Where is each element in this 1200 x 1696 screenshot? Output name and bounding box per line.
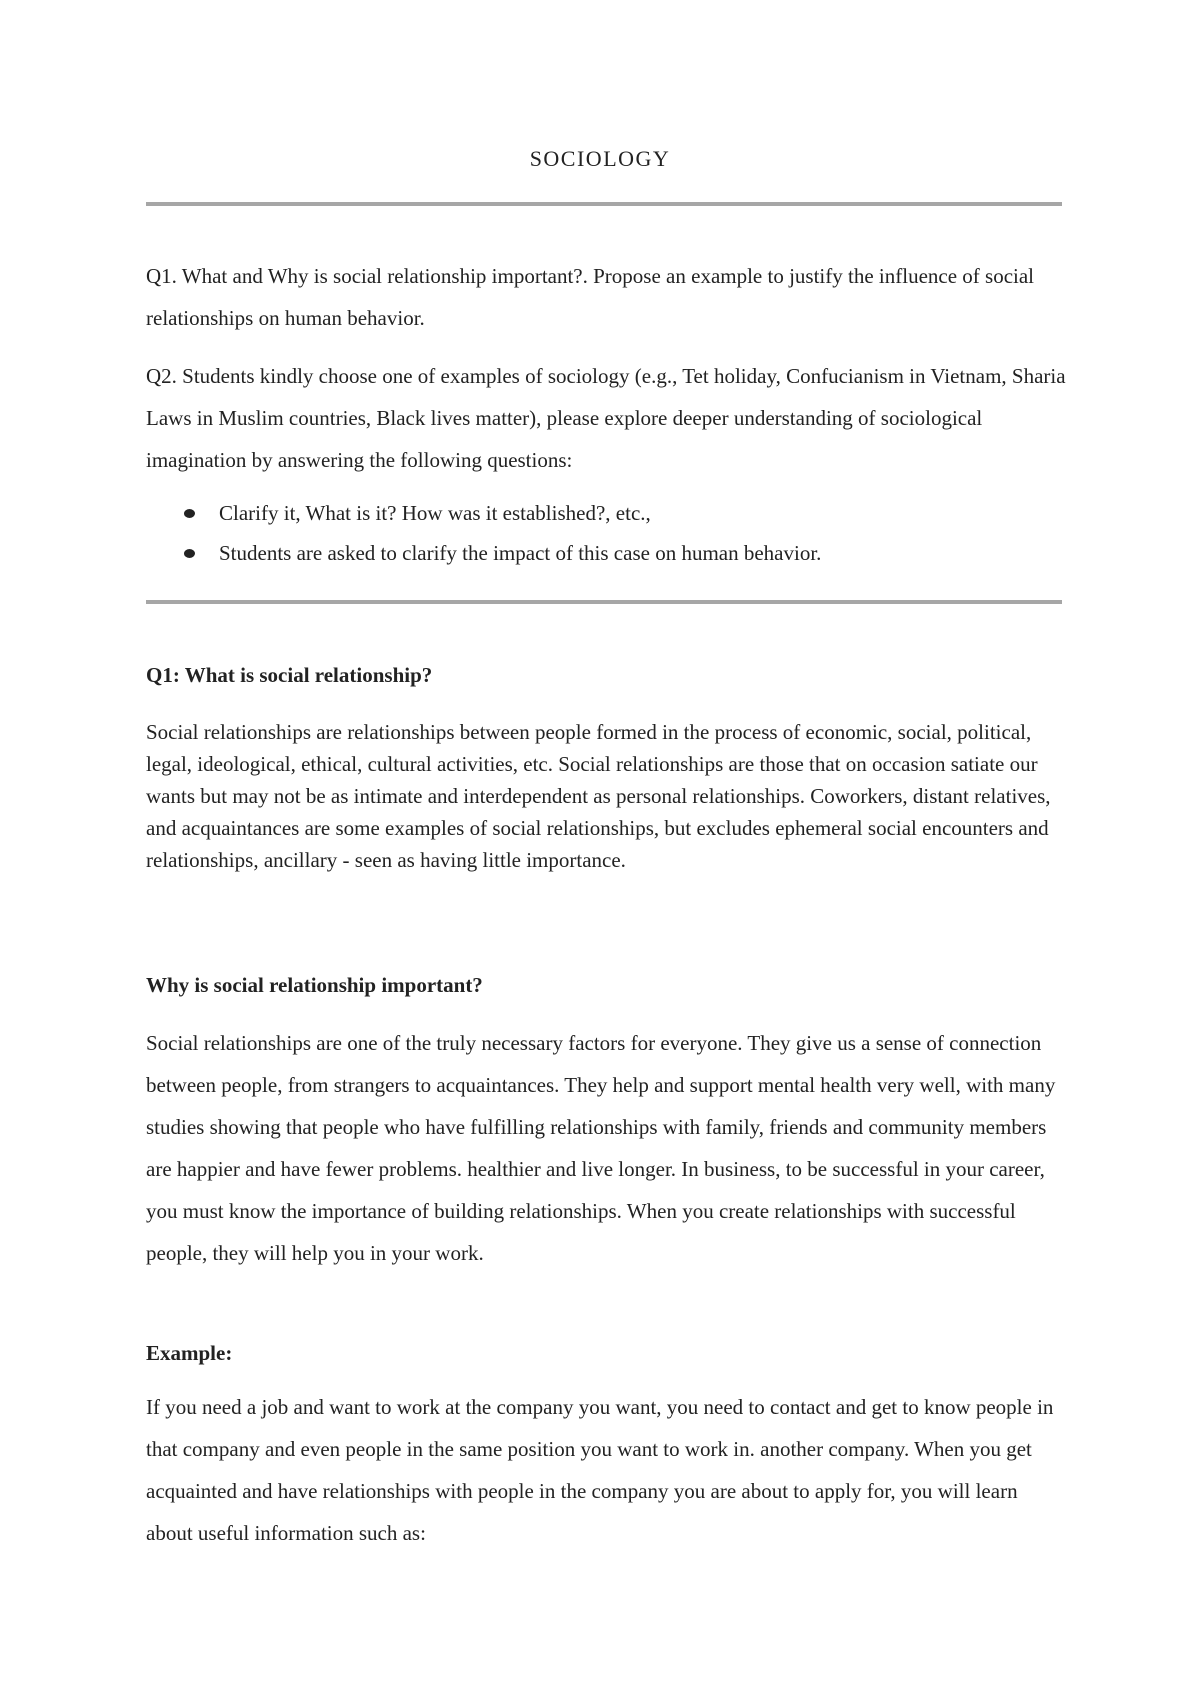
- bullet-icon: [184, 509, 195, 518]
- document-title: SOCIOLOGY: [529, 146, 671, 171]
- list-item-text: Students are asked to clarify the impact of this case on human behavior.: [219, 541, 822, 565]
- paragraph-why: Social relationships are one of the truly necessary factors for everyone. They give us a sense of connection between people, from strangers to acquaintances. They help and support mental health very well, with many studies showing that people who have fulfilling relationships with family, friends and community members are happier and have fewer problems. healthier and live longer. In business, to be successful in your career, you must know the importance of building relationships. When you create relationships with successful people, they will help you in your work.: [146, 1031, 1056, 1265]
- list-item: [146, 533, 1066, 573]
- bullet-icon: [184, 549, 195, 558]
- answer-section-why: [146, 970, 1066, 1274]
- heading-why-important: Why is social relationship important?: [146, 973, 483, 997]
- q1-prompt: Q1. What and Why is social relationship important?. Propose an example to justify the influence of social relationships on human behavior.: [146, 264, 1035, 330]
- answer-section-what: [146, 660, 1066, 876]
- assignment-prompt: [146, 255, 1066, 573]
- top-divider: [146, 202, 1062, 206]
- paragraph-what: Social relationships are relationships between people formed in the process of economic, social, political, legal, ideological, ethical, cultural activities, etc. Social relationships are those that on occasion satiate our wants but may not be as intimate and interdependent as personal relationships. Coworkers, distant relatives, and acquaintances are some examples of social relationships, but excludes ephemeral social encounters and relationships, ancillary - seen as having little importance.: [146, 720, 1051, 872]
- answer-section-example: [146, 1338, 1066, 1554]
- list-item: [146, 493, 1066, 533]
- heading-example: Example:: [146, 1341, 233, 1365]
- paragraph-example: If you need a job and want to work at the company you want, you need to contact and get to know people in that company and even people in the same position you want to work in. another company. When you get acquainted and have relationships with people in the company you are about to apply for, you will learn about useful information such as:: [146, 1395, 1054, 1545]
- heading-what-is-social-relationship: Q1: What is social relationship?: [146, 663, 433, 687]
- q2-prompt: Q2. Students kindly choose one of examples of sociology (e.g., Tet holiday, Confucianism in Vietnam, Sharia Laws in Muslim countries, Black lives matter), please explore deeper understanding of sociological imagination by answering the following questions:: [146, 364, 1066, 472]
- bottom-divider: [146, 600, 1062, 604]
- list-item-text: Clarify it, What is it? How was it established?, etc.,: [219, 501, 651, 525]
- q2-bullet-list: [146, 493, 1066, 573]
